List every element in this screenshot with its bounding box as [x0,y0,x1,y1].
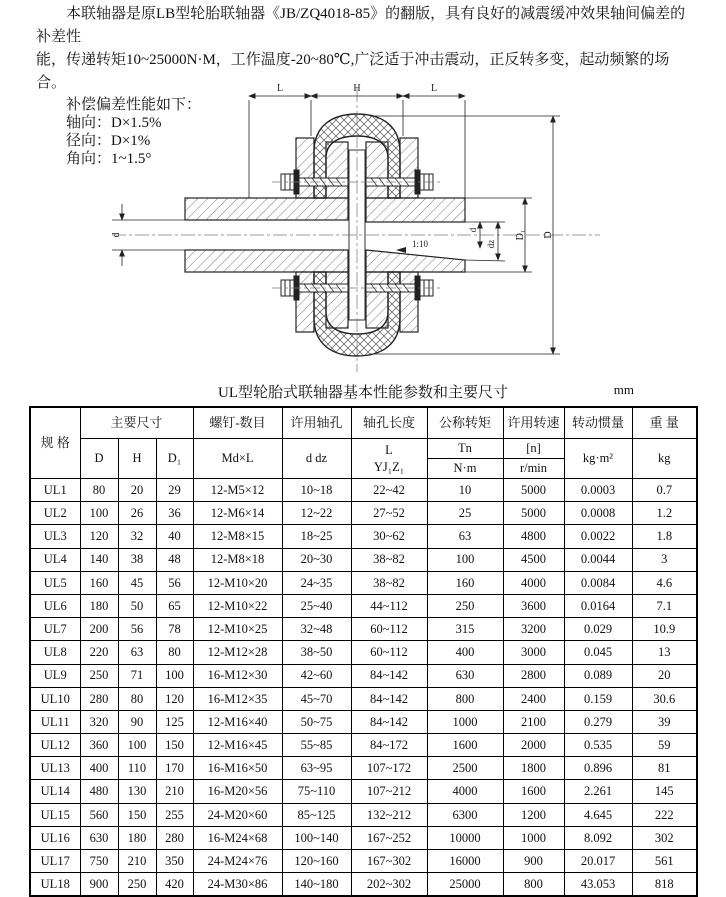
value-cell: 12-M10×25 [193,618,282,641]
value-cell: 20.017 [564,850,632,873]
value-cell: 125 [156,710,193,733]
col-subheader-H: H [118,439,156,479]
value-cell: 27~52 [351,502,427,525]
value-cell: 480 [80,780,118,803]
value-cell: 140 [80,548,118,571]
dim-label-dz: dz [486,239,496,249]
table-title: UL型轮胎式联轴器基本性能参数和主要尺寸 [218,385,508,401]
value-cell: 2500 [427,757,503,780]
value-cell: 45 [118,571,156,594]
table-row [30,548,697,571]
value-cell: 16-M24×68 [193,826,282,849]
value-cell: 1600 [503,780,564,803]
spec-cell: UL11 [30,710,80,733]
coupling-drawing-svg [95,78,610,380]
bore-len-types: YJ₁Z₁ [373,459,405,474]
col-header-spec: 规 格 [30,407,80,479]
value-cell: 160 [80,571,118,594]
value-cell: 25000 [427,873,503,897]
value-cell: 2000 [503,734,564,757]
value-cell: 36 [156,502,193,525]
col-subheader-n: [n] [503,439,564,459]
dim-label-d1: D₁ [515,229,526,241]
value-cell: 0.089 [564,664,632,687]
value-cell: 3200 [503,618,564,641]
col-subheader-kg: kg [632,439,697,479]
value-cell: 85~125 [282,803,351,826]
value-cell: 210 [118,850,156,873]
value-cell: 210 [156,780,193,803]
value-cell: 560 [80,803,118,826]
value-cell: 5000 [503,479,564,502]
value-cell: 20 [632,664,697,687]
value-cell: 0.159 [564,687,632,710]
value-cell: 3 [632,548,697,571]
value-cell: 0.0164 [564,594,632,617]
value-cell: 2800 [503,664,564,687]
value-cell: 140~180 [282,873,351,897]
col-header-speed: 许用转速 [503,407,564,439]
table-row [30,873,697,897]
value-cell: 10.9 [632,618,697,641]
value-cell: 818 [632,873,697,897]
value-cell: 80 [80,479,118,502]
col-subheader-kgm2: kg·m² [564,439,632,479]
dim-label-L-left: L [276,83,284,94]
spec-cell: UL7 [30,618,80,641]
value-cell: 38~82 [351,571,427,594]
value-cell: 80 [118,687,156,710]
value-cell: 280 [156,826,193,849]
intro-line-3: 补偿偏差性能如下： [66,97,202,113]
value-cell: 167~252 [351,826,427,849]
value-cell: 56 [118,618,156,641]
value-cell: 4800 [503,525,564,548]
value-cell: 84~172 [351,734,427,757]
table-row [30,525,697,548]
value-cell: 800 [503,873,564,897]
value-cell: 350 [156,850,193,873]
value-cell: 4500 [503,548,564,571]
intro-line-2: 能，传递转矩10~25000N·M，工作温度-20~80℃,广泛适于冲击震动，正反转多变，起动频繁的场合。 [36,52,670,91]
value-cell: 180 [118,826,156,849]
value-cell: 10000 [427,826,503,849]
spec-cell: UL4 [30,548,80,571]
value-cell: 202~302 [351,873,427,897]
value-cell: 0.029 [564,618,632,641]
value-cell: 0.535 [564,734,632,757]
value-cell: 43.053 [564,873,632,897]
table-row [30,710,697,733]
value-cell: 8.092 [564,826,632,849]
value-cell: 180 [80,594,118,617]
col-subheader-L-YJZ [351,439,427,479]
value-cell: 320 [80,710,118,733]
value-cell: 1800 [503,757,564,780]
value-cell: 10 [427,479,503,502]
value-cell: 22~42 [351,479,427,502]
value-cell: 10~18 [282,479,351,502]
table-row [30,479,697,502]
value-cell: 29 [156,479,193,502]
spec-cell: UL1 [30,479,80,502]
value-cell: 100 [427,548,503,571]
value-cell: 32~48 [282,618,351,641]
value-cell: 63 [118,641,156,664]
value-cell: 84~142 [351,710,427,733]
table-row [30,641,697,664]
value-cell: 100 [80,502,118,525]
value-cell: 84~142 [351,664,427,687]
coupling-section-drawing [95,78,610,380]
table-row [30,803,697,826]
value-cell: 60~112 [351,641,427,664]
intro-line-1: 本联轴器是原LB型轮胎联轴器《JB/ZQ4018-85》的翻版，具有良好的减震缓冲效果轴间偏差的补差性 [36,6,686,45]
col-header-torque: 公称转矩 [427,407,503,439]
spec-cell: UL5 [30,571,80,594]
value-cell: 0.0022 [564,525,632,548]
dim-label-d-right: d [468,227,478,233]
value-cell: 0.896 [564,757,632,780]
taper-label: 1:10 [411,239,429,249]
value-cell: 255 [156,803,193,826]
value-cell: 107~172 [351,757,427,780]
spec-cell: UL6 [30,594,80,617]
value-cell: 130 [118,780,156,803]
value-cell: 12-M5×12 [193,479,282,502]
value-cell: 38 [118,548,156,571]
value-cell: 2.261 [564,780,632,803]
value-cell: 0.045 [564,641,632,664]
value-cell: 84~142 [351,687,427,710]
table-row [30,734,697,757]
spec-cell: UL16 [30,826,80,849]
intro-angular: 角向：1~1.5° [66,151,152,167]
value-cell: 16-M20×56 [193,780,282,803]
value-cell: 20 [118,479,156,502]
value-cell: 38~50 [282,641,351,664]
value-cell: 120 [80,525,118,548]
value-cell: 220 [80,641,118,664]
value-cell: 100 [156,664,193,687]
spec-cell: UL18 [30,873,80,897]
value-cell: 63 [427,525,503,548]
spec-cell: UL14 [30,780,80,803]
col-header-bore: 许用轴孔 [282,407,351,439]
value-cell: 132~212 [351,803,427,826]
value-cell: 25~40 [282,594,351,617]
spec-cell: UL17 [30,850,80,873]
value-cell: 12-M12×28 [193,641,282,664]
value-cell: 90 [118,710,156,733]
value-cell: 160 [427,571,503,594]
table-row [30,502,697,525]
col-header-inertia: 转动惯量 [564,407,632,439]
col-subheader-Tn: Tn [427,439,503,459]
value-cell: 81 [632,757,697,780]
table-row [30,826,697,849]
value-cell: 26 [118,502,156,525]
value-cell: 3000 [503,641,564,664]
value-cell: 302 [632,826,697,849]
value-cell: 4000 [427,780,503,803]
value-cell: 24-M24×76 [193,850,282,873]
value-cell: 170 [156,757,193,780]
value-cell: 1.2 [632,502,697,525]
value-cell: 5000 [503,502,564,525]
value-cell: 20~30 [282,548,351,571]
value-cell: 1200 [503,803,564,826]
value-cell: 100~140 [282,826,351,849]
value-cell: 167~302 [351,850,427,873]
value-cell: 420 [156,873,193,897]
value-cell: 12-M10×22 [193,594,282,617]
value-cell: 110 [118,757,156,780]
col-subheader-rmin: r/min [503,459,564,479]
value-cell: 16000 [427,850,503,873]
value-cell: 0.0008 [564,502,632,525]
col-header-bore-len: 轴孔长度 [351,407,427,439]
col-header-weight: 重 量 [632,407,697,439]
value-cell: 4.645 [564,803,632,826]
value-cell: 400 [80,757,118,780]
col-header-main-dims: 主要尺寸 [80,407,193,439]
value-cell: 150 [156,734,193,757]
value-cell: 71 [118,664,156,687]
value-cell: 250 [118,873,156,897]
value-cell: 56 [156,571,193,594]
table-row [30,571,697,594]
value-cell: 280 [80,687,118,710]
value-cell: 107~212 [351,780,427,803]
value-cell: 24-M20×60 [193,803,282,826]
value-cell: 12-M8×15 [193,525,282,548]
spec-cell: UL2 [30,502,80,525]
value-cell: 12-M10×20 [193,571,282,594]
value-cell: 55~85 [282,734,351,757]
value-cell: 42~60 [282,664,351,687]
intro-radial: 径向：D×1% [66,133,151,149]
value-cell: 800 [427,687,503,710]
value-cell: 24-M30×86 [193,873,282,897]
value-cell: 630 [427,664,503,687]
value-cell: 1000 [503,826,564,849]
value-cell: 145 [632,780,697,803]
col-subheader-Nm: N·m [427,459,503,479]
value-cell: 1000 [427,710,503,733]
table-row [30,664,697,687]
value-cell: 39 [632,710,697,733]
value-cell: 222 [632,803,697,826]
value-cell: 250 [427,594,503,617]
dim-label-d-left: d [111,232,122,238]
value-cell: 630 [80,826,118,849]
value-cell: 2400 [503,687,564,710]
value-cell: 200 [80,618,118,641]
col-subheader-D1: D₁ [156,439,193,479]
value-cell: 0.0084 [564,571,632,594]
value-cell: 6300 [427,803,503,826]
bore-len-symbol: L [385,442,393,457]
value-cell: 150 [118,803,156,826]
value-cell: 0.0003 [564,479,632,502]
col-header-screws: 螺钉-数目 [193,407,282,439]
value-cell: 0.279 [564,710,632,733]
spec-cell: UL15 [30,803,80,826]
value-cell: 0.7 [632,479,697,502]
value-cell: 250 [80,664,118,687]
table-row [30,850,697,873]
value-cell: 75~110 [282,780,351,803]
value-cell: 400 [427,641,503,664]
spec-cell: UL9 [30,664,80,687]
value-cell: 16-M16×50 [193,757,282,780]
value-cell: 16-M12×35 [193,687,282,710]
value-cell: 4.6 [632,571,697,594]
dim-label-L-right: L [430,83,438,94]
value-cell: 38~82 [351,548,427,571]
value-cell: 32 [118,525,156,548]
value-cell: 12-M16×45 [193,734,282,757]
value-cell: 45~70 [282,687,351,710]
value-cell: 12-M8×18 [193,548,282,571]
value-cell: 25 [427,502,503,525]
spec-cell: UL10 [30,687,80,710]
table-row [30,757,697,780]
col-subheader-d-dz: d dz [282,439,351,479]
value-cell: 44~112 [351,594,427,617]
value-cell: 18~25 [282,525,351,548]
table-unit: mm [613,382,634,397]
col-subheader-D: D [80,439,118,479]
intro-axial: 轴向：D×1.5% [66,115,162,131]
value-cell: 60~112 [351,618,427,641]
spec-cell: UL12 [30,734,80,757]
col-subheader-MdxL: Md×L [193,439,282,479]
value-cell: 50 [118,594,156,617]
value-cell: 100 [118,734,156,757]
table-row [30,687,697,710]
value-cell: 63~95 [282,757,351,780]
value-cell: 315 [427,618,503,641]
value-cell: 561 [632,850,697,873]
spec-cell: UL3 [30,525,80,548]
value-cell: 750 [80,850,118,873]
value-cell: 3600 [503,594,564,617]
dim-label-H: H [353,83,361,94]
value-cell: 13 [632,641,697,664]
value-cell: 30.6 [632,687,697,710]
value-cell: 48 [156,548,193,571]
value-cell: 40 [156,525,193,548]
value-cell: 78 [156,618,193,641]
spec-cell: UL13 [30,757,80,780]
value-cell: 900 [503,850,564,873]
table-body [30,479,697,897]
value-cell: 65 [156,594,193,617]
table-row [30,780,697,803]
value-cell: 900 [80,873,118,897]
value-cell: 50~75 [282,710,351,733]
value-cell: 0.0044 [564,548,632,571]
value-cell: 12-M16×40 [193,710,282,733]
value-cell: 120~160 [282,850,351,873]
table-row [30,594,697,617]
value-cell: 1.8 [632,525,697,548]
value-cell: 16-M12×30 [193,664,282,687]
value-cell: 24~35 [282,571,351,594]
value-cell: 80 [156,641,193,664]
value-cell: 30~62 [351,525,427,548]
value-cell: 360 [80,734,118,757]
table-row [30,618,697,641]
value-cell: 120 [156,687,193,710]
value-cell: 59 [632,734,697,757]
value-cell: 12~22 [282,502,351,525]
value-cell: 4000 [503,571,564,594]
value-cell: 7.1 [632,594,697,617]
value-cell: 1600 [427,734,503,757]
value-cell: 12-M6×14 [193,502,282,525]
coupling-spec-table [29,406,698,897]
value-cell: 2100 [503,710,564,733]
dim-label-D: D [543,231,554,239]
spec-cell: UL8 [30,641,80,664]
